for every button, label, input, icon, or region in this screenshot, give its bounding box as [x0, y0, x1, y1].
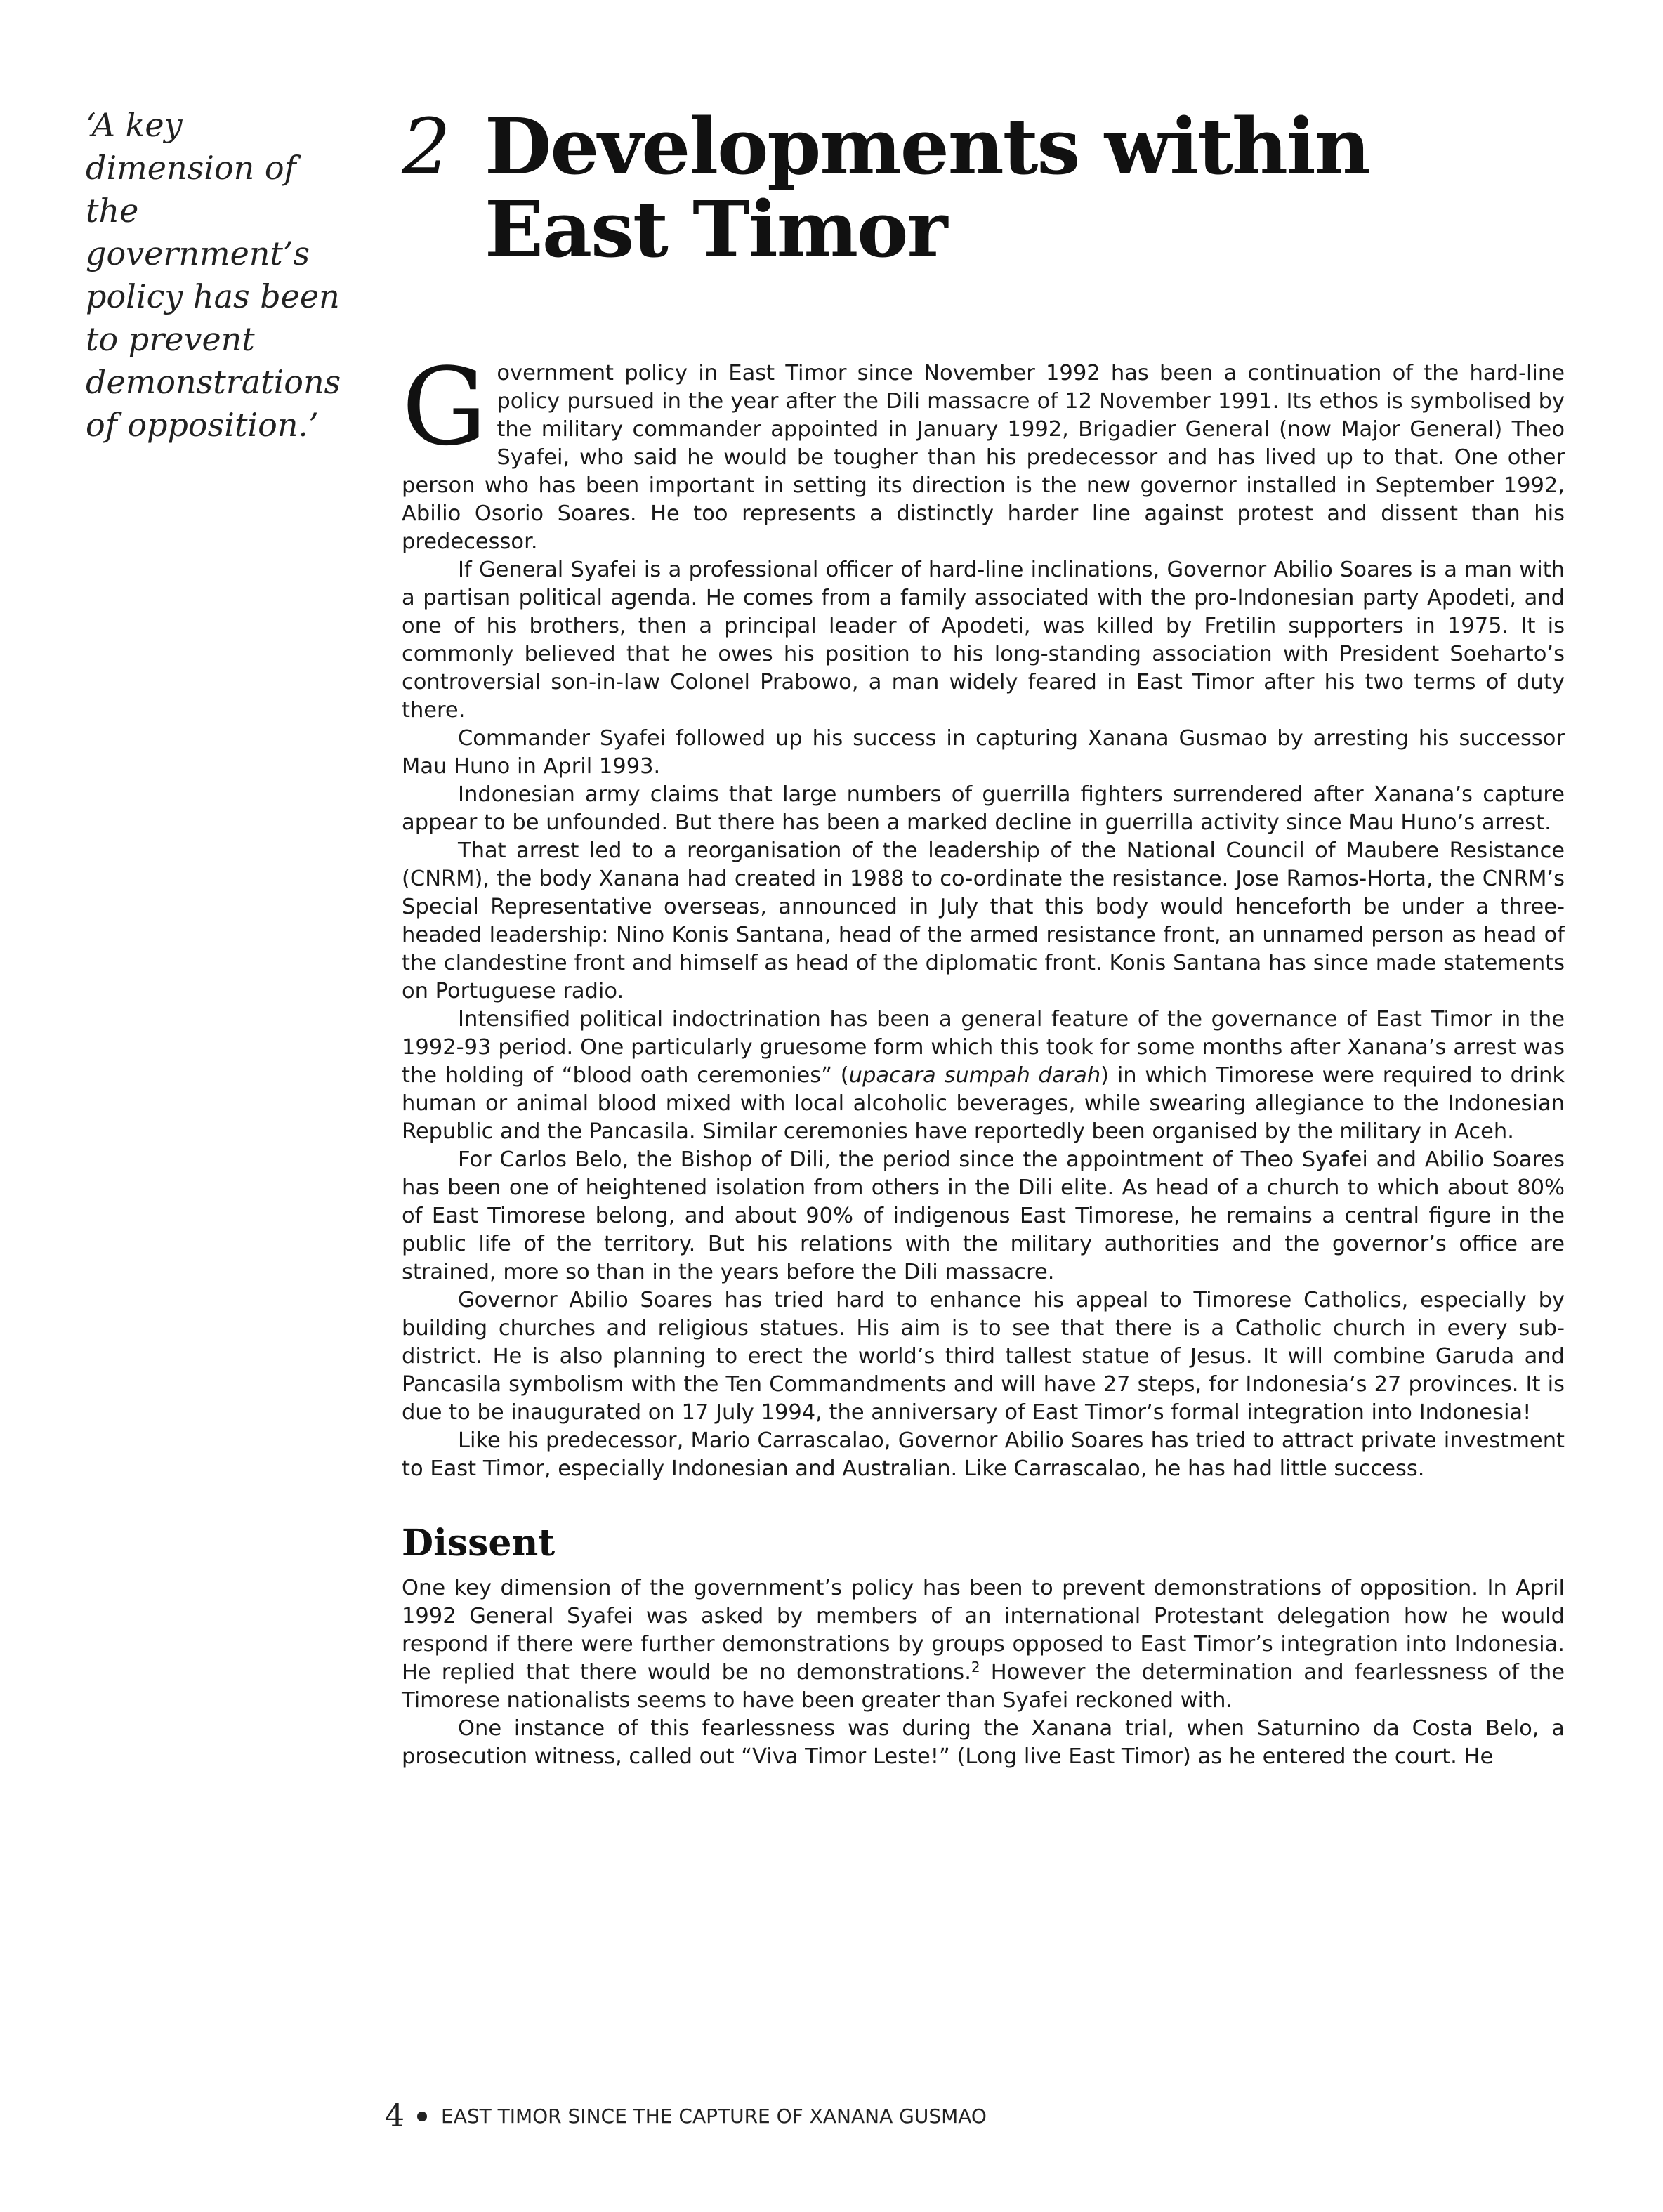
- paragraph: [402, 345, 1565, 556]
- paragraph-text: One key dimension of the government’s policy has been to prevent demonstrations of opposition. In April 1992 General Syafei was asked by members of an international Protestant delegation how he would respond if there were further demonstrations by groups opposed to East Timor’s integration into Indonesia. He replied that there would be no demonstrations.: [402, 1576, 1565, 1685]
- paragraph: Indonesian army claims that large numbers of guerrilla fighters surrendered after Xanana’s capture appear to be unfounded. But there has been a marked decline in guerrilla activity since Mau Huno’s arrest.: [402, 782, 1565, 835]
- paragraph: [402, 1574, 1565, 1715]
- paragraph: Like his predecessor, Mario Carrascalao, Governor Abilio Soares has tried to attract private investment to East Timor, especially Indonesian and Australian. Like Carrascalao, he has had little success.: [402, 1428, 1565, 1481]
- paragraph: Governor Abilio Soares has tried hard to enhance his appeal to Timorese Catholics, especially by building churches and religious statues. His aim is to see that there is a Catholic church in every sub-district. He is also planning to erect the world’s third tallest statue of Jesus. It will combine Garuda and Pancasila symbolism with the Ten Commandments and will have 27 steps, for Indonesia’s 27 provinces. It is due to be inaugurated on 17 July 1994, the anniversary of East Timor’s formal integration into Indonesia!: [402, 1288, 1565, 1425]
- chapter-title: [402, 101, 1596, 275]
- paragraph: One instance of this fearlessness was during the Xanana trial, when Saturnino da Costa Belo, a prosecution witness, called out “Viva Timor Leste!” (Long live East Timor) as he entered the court. He: [402, 1716, 1565, 1769]
- paragraph: Commander Syafei followed up his success in capturing Xanana Gusmao by arresting his successor Mau Huno in April 1993.: [402, 726, 1565, 779]
- chapter-title-line-2: East Timor: [485, 184, 947, 275]
- paragraph: That arrest led to a reorganisation of the leadership of the National Council of Maubere Resistance (CNRM), the body Xanana had created in 1988 to co-ordinate the resistance. Jose Ramos-Horta, the CNRM’s Special Representative overseas, announced in July that this body would henceforth be under a three-headed leadership: Nino Konis Santana, head of the armed resistance front, an unnamed person as head of the clandestine front and himself as head of the diplomatic front. Konis Santana has since made statements on Portuguese radio.: [402, 838, 1565, 1003]
- section-heading: Dissent: [402, 1522, 556, 1565]
- paragraph: For Carlos Belo, the Bishop of Dili, the period since the appointment of Theo Syafei and Abilio Soares has been one of heightened isolation from others in the Dili elite. As head of a church to which about 80% of East Timorese belong, and about 90% of indigenous East Timorese, he remains a central figure in the public life of the territory. But his relations with the military authorities and the governor’s office are strained, more so than in the years before the Dili massacre.: [402, 1147, 1565, 1284]
- page-number: 4: [385, 2098, 405, 2134]
- paragraph-text: However the determination and fearlessness of the Timorese nationalists seems to have been greater than Syafei reckoned with.: [402, 1660, 1565, 1713]
- bullet-icon: [417, 2112, 427, 2121]
- paragraph: [402, 1006, 1565, 1146]
- chapter-number: 2: [402, 102, 449, 192]
- paragraph: If General Syafei is a professional officer of hard-line inclinations, Governor Abilio Soares is a man with a partisan political agenda. He comes from a family associated with the pro-Indonesian party Apodeti, and one of his brothers, then a principal leader of Apodeti, was killed by Fretilin supporters in 1975. It is commonly believed that he owes his position to his long-standing association with President Soeharto’s controversial son-in-law Colonel Prabowo, a man widely feared in East Timor after his two terms of duty there.: [402, 558, 1565, 723]
- paragraph-text: overnment policy in East Timor since November 1992 has been a continuation of the hard-line policy pursued in the year after the Dili massacre of 12 November 1991. Its ethos is symbolised by the military commander appointed in January 1992, Brigadier General (now Major General) Theo Syafei, who said he would be tougher than his predecessor and has lived up to that. One other person who has been important in setting its direction is the new governor installed in September 1992, Abilio Osorio Soares. He too represents a distinctly harder line against protest and dissent than his predecessor.: [402, 361, 1565, 554]
- pull-quote: ‘A key dimension of the government’s policy has been to prevent demonstrations of opposition.’: [86, 106, 341, 444]
- drop-cap: G: [402, 345, 487, 469]
- page-footer: [385, 2098, 987, 2134]
- paragraph-text: ) in which Timorese were required to drink human or animal blood mixed with local alcoholic beverages, while swearing allegiance to the Indonesian Republic and the Pancasila. Similar ceremonies have reportedly been organised by the military in Aceh.: [402, 1063, 1565, 1144]
- running-title: EAST TIMOR SINCE THE CAPTURE OF XANANA GUSMAO: [441, 2105, 987, 2128]
- body-text: [402, 345, 1565, 1771]
- chapter-title-line-1: Developments within: [485, 101, 1369, 192]
- paragraph-text: Intensified political indoctrination has been a general feature of the governance of East Timor in the 1992-93 period. One particularly gruesome form which this took for some months after Xanana’s arrest was the holding of “blood oath ceremonies” (: [402, 1007, 1565, 1088]
- footnote-ref: 2: [971, 1659, 980, 1676]
- italic-term: upacara sumpah darah: [848, 1063, 1101, 1088]
